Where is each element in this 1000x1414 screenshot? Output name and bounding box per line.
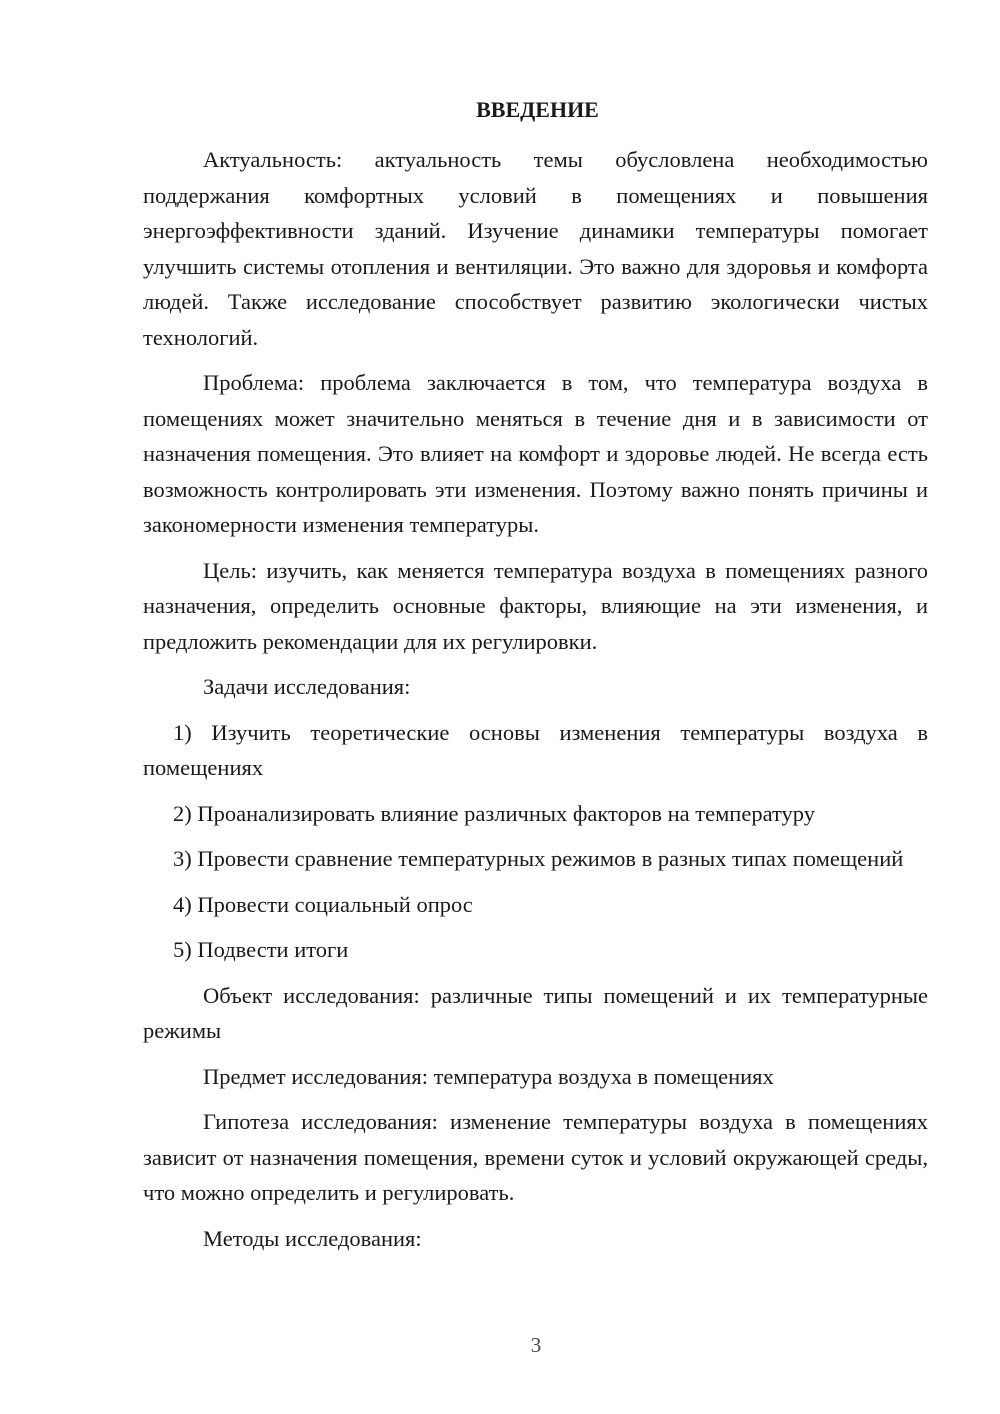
hypothesis-paragraph: Гипотеза исследования: изменение температуры воздуха в помещениях зависит от назначения помещения, времени суток и условий окружающей среды, что можно определить и регулировать. — [143, 1109, 928, 1205]
subject-paragraph: Предмет исследования: температура воздуха в помещениях — [203, 1063, 774, 1089]
methods-heading: Методы исследования: — [203, 1225, 422, 1251]
relevance-paragraph: Актуальность: актуальность темы обусловлена необходимостью поддержания комфортных условий в помещениях и повышения энергоэффективности зданий. Изучение динамики температуры помогает улучшить системы отопления и вентиляции. Это важно для здоровья и комфорта людей. Также исследование способствует развитию экологически чистых технологий. — [143, 147, 928, 350]
task-item-5: 5) Подвести итоги — [173, 937, 349, 962]
tasks-heading: Задачи исследования: — [203, 674, 411, 699]
task-item-2: 2) Проанализировать влияние различных факторов на температуру — [173, 800, 815, 826]
goal-paragraph: Цель: изучить, как меняется температура воздуха в помещениях разного назначения, определить основные факторы, влияющие на эти изменения, и предложить рекомендации для их регулировки. — [143, 557, 928, 654]
object-paragraph: Объект исследования: различные типы помещений и их температурные режимы — [143, 982, 928, 1043]
section-title: ВВЕДЕНИЕ — [476, 97, 599, 122]
task-item-3: 3) Провести сравнение температурных режимов в разных типах помещений — [173, 846, 904, 871]
task-item-1: 1) Изучить теоретические основы изменения температуры воздуха в помещениях — [143, 719, 928, 780]
document-page — [143, 92, 928, 1266]
task-item-4: 4) Провести социальный опрос — [173, 891, 473, 917]
problem-paragraph: Проблема: проблема заключается в том, что температура воздуха в помещениях может значительно меняться в течение дня и в зависимости от назначения помещения. Это влияет на комфорт и здоровье людей. Не всегда есть возможность контролировать эти изменения. Поэтому важно понять причины и закономерности изменения температуры. — [143, 370, 928, 537]
page-number: 3 — [530, 1333, 542, 1357]
